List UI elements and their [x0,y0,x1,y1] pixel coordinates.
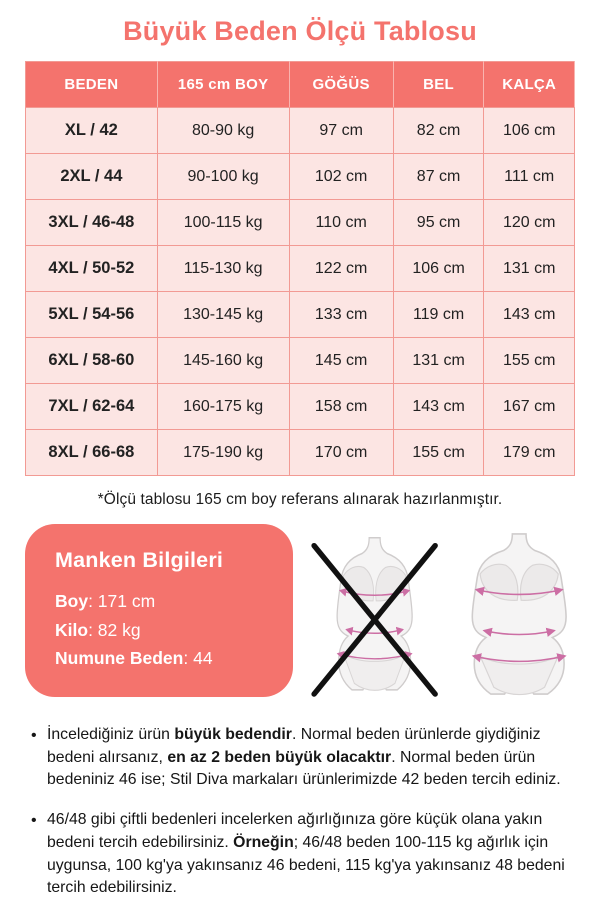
measurement-cell: 119 cm [393,292,484,338]
table-row [26,384,575,430]
measurement-cell: 170 cm [289,430,393,476]
measurement-cell: 82 cm [393,108,484,154]
measurement-cell: 102 cm [289,154,393,200]
size-table-head-row [26,62,575,108]
column-header: GÖĞÜS [289,62,393,108]
model-info-row [55,616,283,645]
model-info-section [25,524,575,698]
measurement-cell: 131 cm [484,246,575,292]
notes-list [25,724,575,900]
table-footnote: *Ölçü tablosu 165 cm boy referans alınarak hazırlanmıştır. [97,491,503,508]
measurement-cell: 145 cm [289,338,393,384]
measurement-cell: 122 cm [289,246,393,292]
model-info-value: : 171 cm [88,591,156,611]
table-row [26,292,575,338]
model-info-rows [55,587,283,673]
note-text-segment: büyük bedendir [174,726,292,743]
measurement-cell: 90-100 kg [157,154,289,200]
measurement-cell: 131 cm [393,338,484,384]
table-row [26,154,575,200]
measurement-cell: 143 cm [393,384,484,430]
model-info-value: : 44 [183,648,213,669]
model-info-label: Numune Beden [55,648,184,669]
measurement-cell: 100-115 kg [157,200,289,246]
size-cell: 2XL / 44 [26,154,158,200]
column-header: BEL [393,62,484,108]
size-table [25,61,575,476]
note-text-segment: en az 2 beden büyük olacaktır [167,748,392,766]
table-row [26,246,575,292]
measurement-cell: 179 cm [484,430,575,476]
measurement-cell: 106 cm [484,108,575,154]
table-row [26,430,575,476]
measurement-cell: 143 cm [484,292,575,338]
size-cell: 5XL / 54-56 [26,292,158,338]
table-row [26,108,575,154]
measurement-cell: 87 cm [393,154,484,200]
measurement-cell: 111 cm [484,154,575,200]
measurement-cell: 155 cm [484,338,575,384]
model-info-row [55,644,283,673]
model-info-title: Manken Bilgileri [55,548,224,572]
column-header: BEDEN [26,62,158,108]
measurement-cell: 115-130 kg [157,246,289,292]
measurement-cell: 175-190 kg [157,430,289,476]
note-item [47,724,571,792]
page-title: Büyük Beden Ölçü Tablosu [123,16,477,46]
crossed-out-slim-body-figure-icon [314,538,435,694]
model-info-row [55,587,283,616]
body-figures [303,524,583,698]
model-info-value: : 82 kg [88,619,141,640]
model-info-card [25,524,293,697]
table-row [26,338,575,384]
measurement-cell: 95 cm [393,200,484,246]
size-cell: 3XL / 46-48 [26,200,158,246]
size-cell: 4XL / 50-52 [26,246,158,292]
body-figures-illustration [303,530,583,698]
size-cell: 7XL / 62-64 [26,384,158,430]
note-text-segment: ; 46/48 beden 100-115 kg ağırlık için uygunsa, 100 kg'ya yakınsanız 46 bedeni, 115 kg'ya yakınsanız 48 bedeni tercih edebilirsiniz. [47,833,565,897]
measurement-cell: 110 cm [289,200,393,246]
table-row [26,200,575,246]
measurement-cell: 145-160 kg [157,338,289,384]
note-item [47,809,571,900]
size-cell: XL / 42 [26,108,158,154]
plus-size-body-figure-icon [472,534,566,695]
size-cell: 6XL / 58-60 [26,338,158,384]
note-text-segment: 46/48 gibi çiftli bedenleri incelerken ağırlığınıza göre küçük olana yakın bedeni tercih edebilirsiniz. [47,811,543,851]
measurement-cell: 133 cm [289,292,393,338]
note-text-segment: Örneğin [233,833,294,851]
model-info-label: Boy [55,591,89,611]
measurement-cell: 167 cm [484,384,575,430]
measurement-cell: 160-175 kg [157,384,289,430]
size-table-body [26,108,575,476]
note-text-segment: İncelediğiniz ürün [47,726,175,743]
note-text-segment: . Normal beden ürünlerde giydiğiniz bedeni alırsanız, [47,726,541,766]
measurement-cell: 130-145 kg [157,292,289,338]
model-info-label: Kilo [55,619,89,640]
measurement-cell: 120 cm [484,200,575,246]
column-header: 165 cm BOY [157,62,289,108]
measurement-cell: 158 cm [289,384,393,430]
note-text-segment: . Normal beden ürün bedeniniz 46 ise; Stil Diva markaları ürünlerimizde 42 beden tercih ediniz. [47,748,561,789]
measurement-cell: 155 cm [393,430,484,476]
measurement-cell: 97 cm [289,108,393,154]
column-header: KALÇA [484,62,575,108]
measurement-cell: 80-90 kg [157,108,289,154]
measurement-cell: 106 cm [393,246,484,292]
size-cell: 8XL / 66-68 [26,430,158,476]
